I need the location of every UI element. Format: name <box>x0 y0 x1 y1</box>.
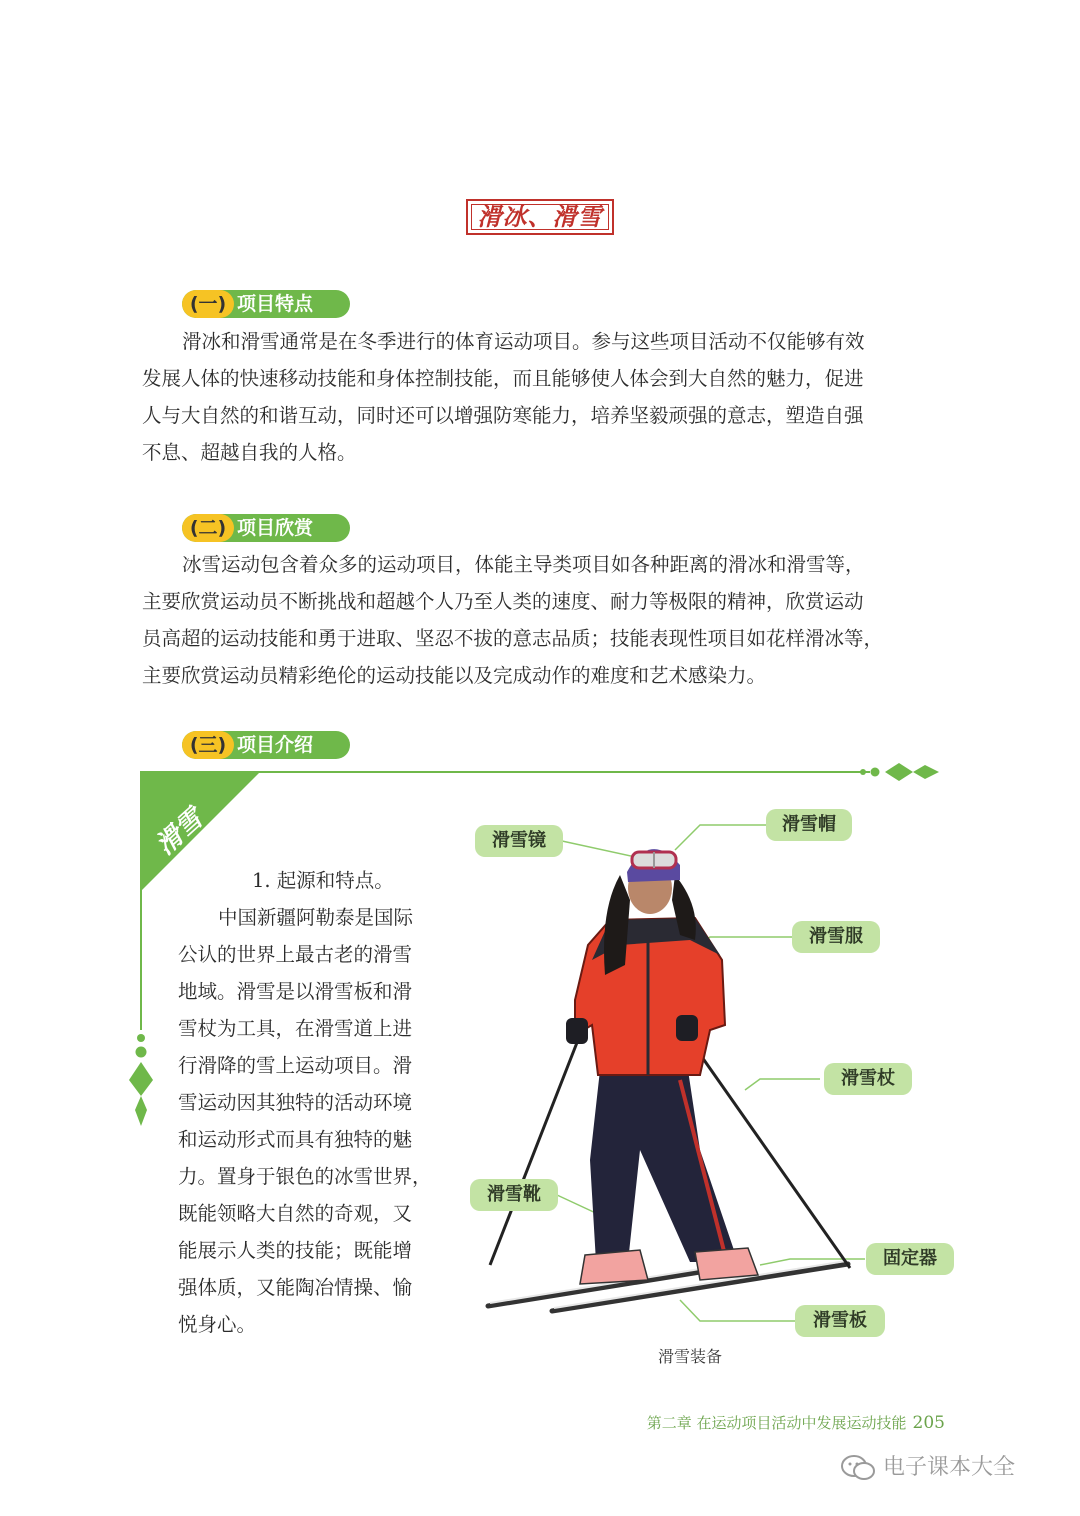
section-label: 项目介绍 <box>237 734 314 756</box>
chapter-name: 第二章 在运动项目活动中发展运动技能 <box>646 1414 907 1432</box>
figure-caption: 滑雪装备 <box>657 1347 722 1366</box>
para-line: 滑冰和滑雪通常是在冬季进行的体育运动项目。参与这些项目活动不仅能够有效 <box>182 330 865 353</box>
watermark <box>840 1450 1060 1490</box>
section-2-body <box>142 546 942 694</box>
ski-line: 能展示人类的技能；既能增 <box>178 1239 413 1262</box>
para-line: 人与大自然的和谐互动，同时还可以增强防寒能力，培养坚毅顽强的意志，塑造自强 <box>142 404 864 427</box>
wechat-icon <box>840 1453 876 1483</box>
para-line: 主要欣赏运动员精彩绝伦的运动技能以及完成动作的难度和艺术感染力。 <box>142 664 767 687</box>
ornament-icon <box>855 761 945 783</box>
para-line: 不息、超越自我的人格。 <box>142 441 357 464</box>
ski-line: 雪杖为工具，在滑雪道上进 <box>178 1017 413 1040</box>
ski-line: 公认的世界上最古老的滑雪 <box>178 943 413 966</box>
tag-hat: 滑雪帽 <box>766 809 852 841</box>
page-number: 205 <box>912 1413 945 1433</box>
ski-line: 中国新疆阿勒泰是国际 <box>218 906 414 929</box>
section-1-body <box>142 323 942 471</box>
para-line: 主要欣赏运动员不断挑战和超越个人乃至人类的速度、耐力等极限的精神，欣赏运动 <box>142 590 864 613</box>
section-heading-2 <box>182 514 350 542</box>
tag-suit: 滑雪服 <box>792 921 880 953</box>
ski-line: 雪运动因其独特的活动环境 <box>178 1091 413 1114</box>
section-number: (一) <box>182 290 234 318</box>
corner-label: 滑雪 <box>150 803 210 861</box>
tag-boots: 滑雪靴 <box>470 1179 558 1211</box>
side-ornament-icon <box>126 1030 156 1130</box>
section-label: 项目欣赏 <box>237 517 314 539</box>
para-line: 冰雪运动包含着众多的运动项目，体能主导类项目如各种距离的滑冰和滑雪等， <box>182 553 865 576</box>
section-number: (二) <box>182 514 234 542</box>
tag-goggles: 滑雪镜 <box>475 825 563 857</box>
tag-board: 滑雪板 <box>795 1305 885 1337</box>
chapter-title-box <box>466 199 614 235</box>
ski-line: 和运动形式而具有独特的魅 <box>178 1128 413 1151</box>
watermark-text: 电子课本大全 <box>883 1455 1016 1480</box>
para-line: 员高超的运动技能和勇于进取、坚忍不拔的意志品质；技能表现性项目如花样滑冰等， <box>142 627 884 650</box>
section-heading-3 <box>182 731 350 759</box>
chapter-title: 滑冰、滑雪 <box>477 202 603 231</box>
ski-subheading: 1. 起源和特点。 <box>252 869 394 892</box>
side-line <box>140 890 142 1030</box>
section-number: (三) <box>182 731 234 759</box>
page-footer <box>600 1412 945 1433</box>
ski-line: 地域。滑雪是以滑雪板和滑 <box>178 980 413 1003</box>
section-heading-1 <box>182 290 350 318</box>
ski-line: 悦身心。 <box>178 1313 257 1336</box>
para-line: 发展人体的快速移动技能和身体控制技能，而且能够使人体会到大自然的魅力，促进 <box>142 367 864 390</box>
ski-line: 力。置身于银色的冰雪世界， <box>178 1165 432 1188</box>
ski-line: 强体质，又能陶冶情操、愉 <box>178 1276 413 1299</box>
ski-line: 行滑降的雪上运动项目。滑 <box>178 1054 413 1077</box>
section-label: 项目特点 <box>237 293 314 315</box>
tag-binding: 固定器 <box>866 1243 954 1275</box>
ski-line: 既能领略大自然的奇观，又 <box>178 1202 413 1225</box>
ski-body <box>178 899 442 1343</box>
tag-poles: 滑雪杖 <box>824 1063 912 1095</box>
